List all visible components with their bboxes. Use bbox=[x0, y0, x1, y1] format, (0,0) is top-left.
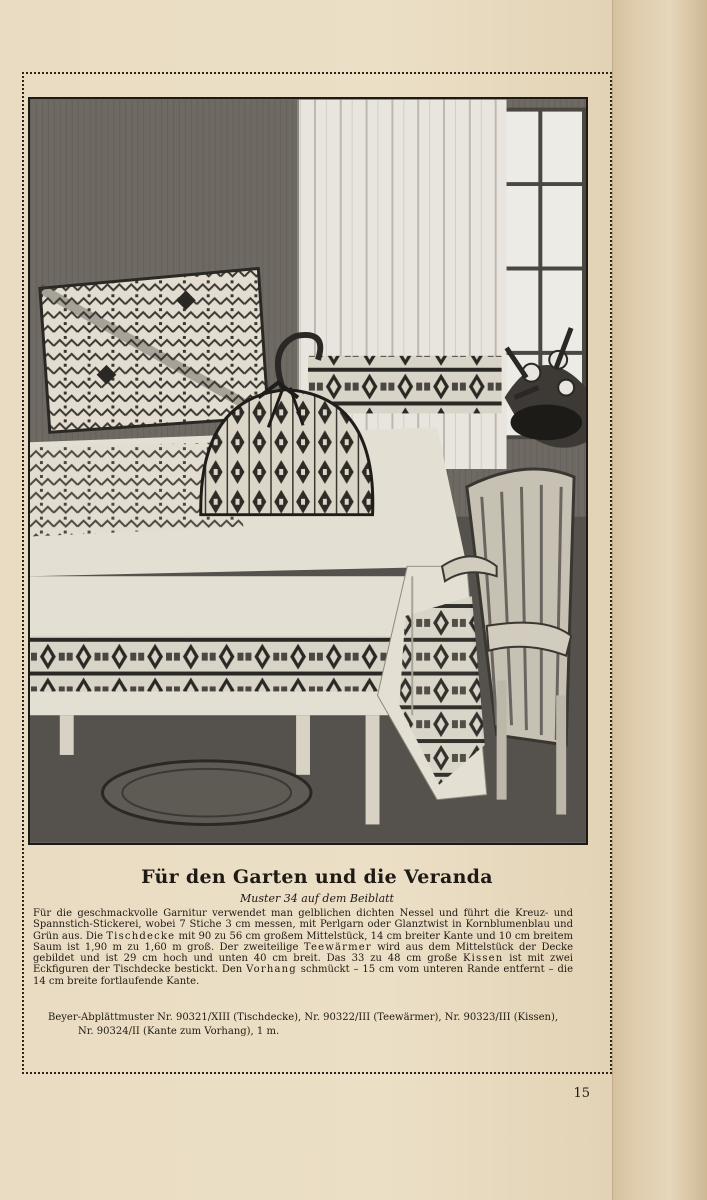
table-leg bbox=[366, 715, 380, 824]
term-tischdecke: Tischdecke bbox=[106, 930, 176, 942]
illustration bbox=[28, 97, 588, 845]
article-body bbox=[33, 908, 573, 987]
body-text-part: wird aus dem Mittelstück der Decke gebildet und ist 29 cm hoch und unten 40 cm breit. Das 33 zu 48 cm große bbox=[33, 941, 573, 965]
body-text-part: ist mit zwei Eckfiguren der Tischdecke bestickt. Den bbox=[33, 953, 573, 976]
article-title: Für den Garten und die Veranda bbox=[141, 866, 493, 888]
table-leg bbox=[60, 715, 74, 755]
term-teewaermer: Teewärmer bbox=[303, 941, 372, 953]
body-text-part: schmückt – 15 cm vom unteren Rande entfernt – die 14 cm breite fortlaufende Kante. bbox=[33, 964, 573, 987]
pattern-reference: Beyer-Abplättmuster Nr. 90321/XIII (Tischdecke), Nr. 90322/III (Teewärmer), Nr. 90323/III (Kissen), Nr. 90324/II (Kante zum Vorhang), 1 m. bbox=[48, 1012, 559, 1037]
body-text-part: Für die geschmackvolle Garnitur verwendet man gelblichen dichten Nessel und führt die Kreuz- und Spannstich-Stickerei, wobei 7 Stiche 3 cm messen, mit Perlgarn oder Glanztwist in Kornblumenblau und Grün aus. Die bbox=[33, 908, 573, 942]
rug bbox=[102, 761, 311, 825]
table-leg bbox=[296, 715, 310, 775]
article-subtitle: Muster 34 auf dem Beiblatt bbox=[240, 892, 394, 905]
body-text-part: mit 90 zu 56 cm großem Mittelstück, 14 cm breiter Kante und 10 cm breitem Saum ist 1,90 m zu 1,60 m groß. Der zweiteilige bbox=[33, 930, 573, 953]
page-number: 15 bbox=[573, 1086, 590, 1101]
term-vorhang: Vorhang bbox=[246, 964, 297, 976]
page-gutter bbox=[612, 0, 707, 1200]
illustration-drawing bbox=[30, 99, 586, 843]
cushion bbox=[40, 268, 268, 432]
term-kissen: Kissen bbox=[462, 953, 504, 965]
